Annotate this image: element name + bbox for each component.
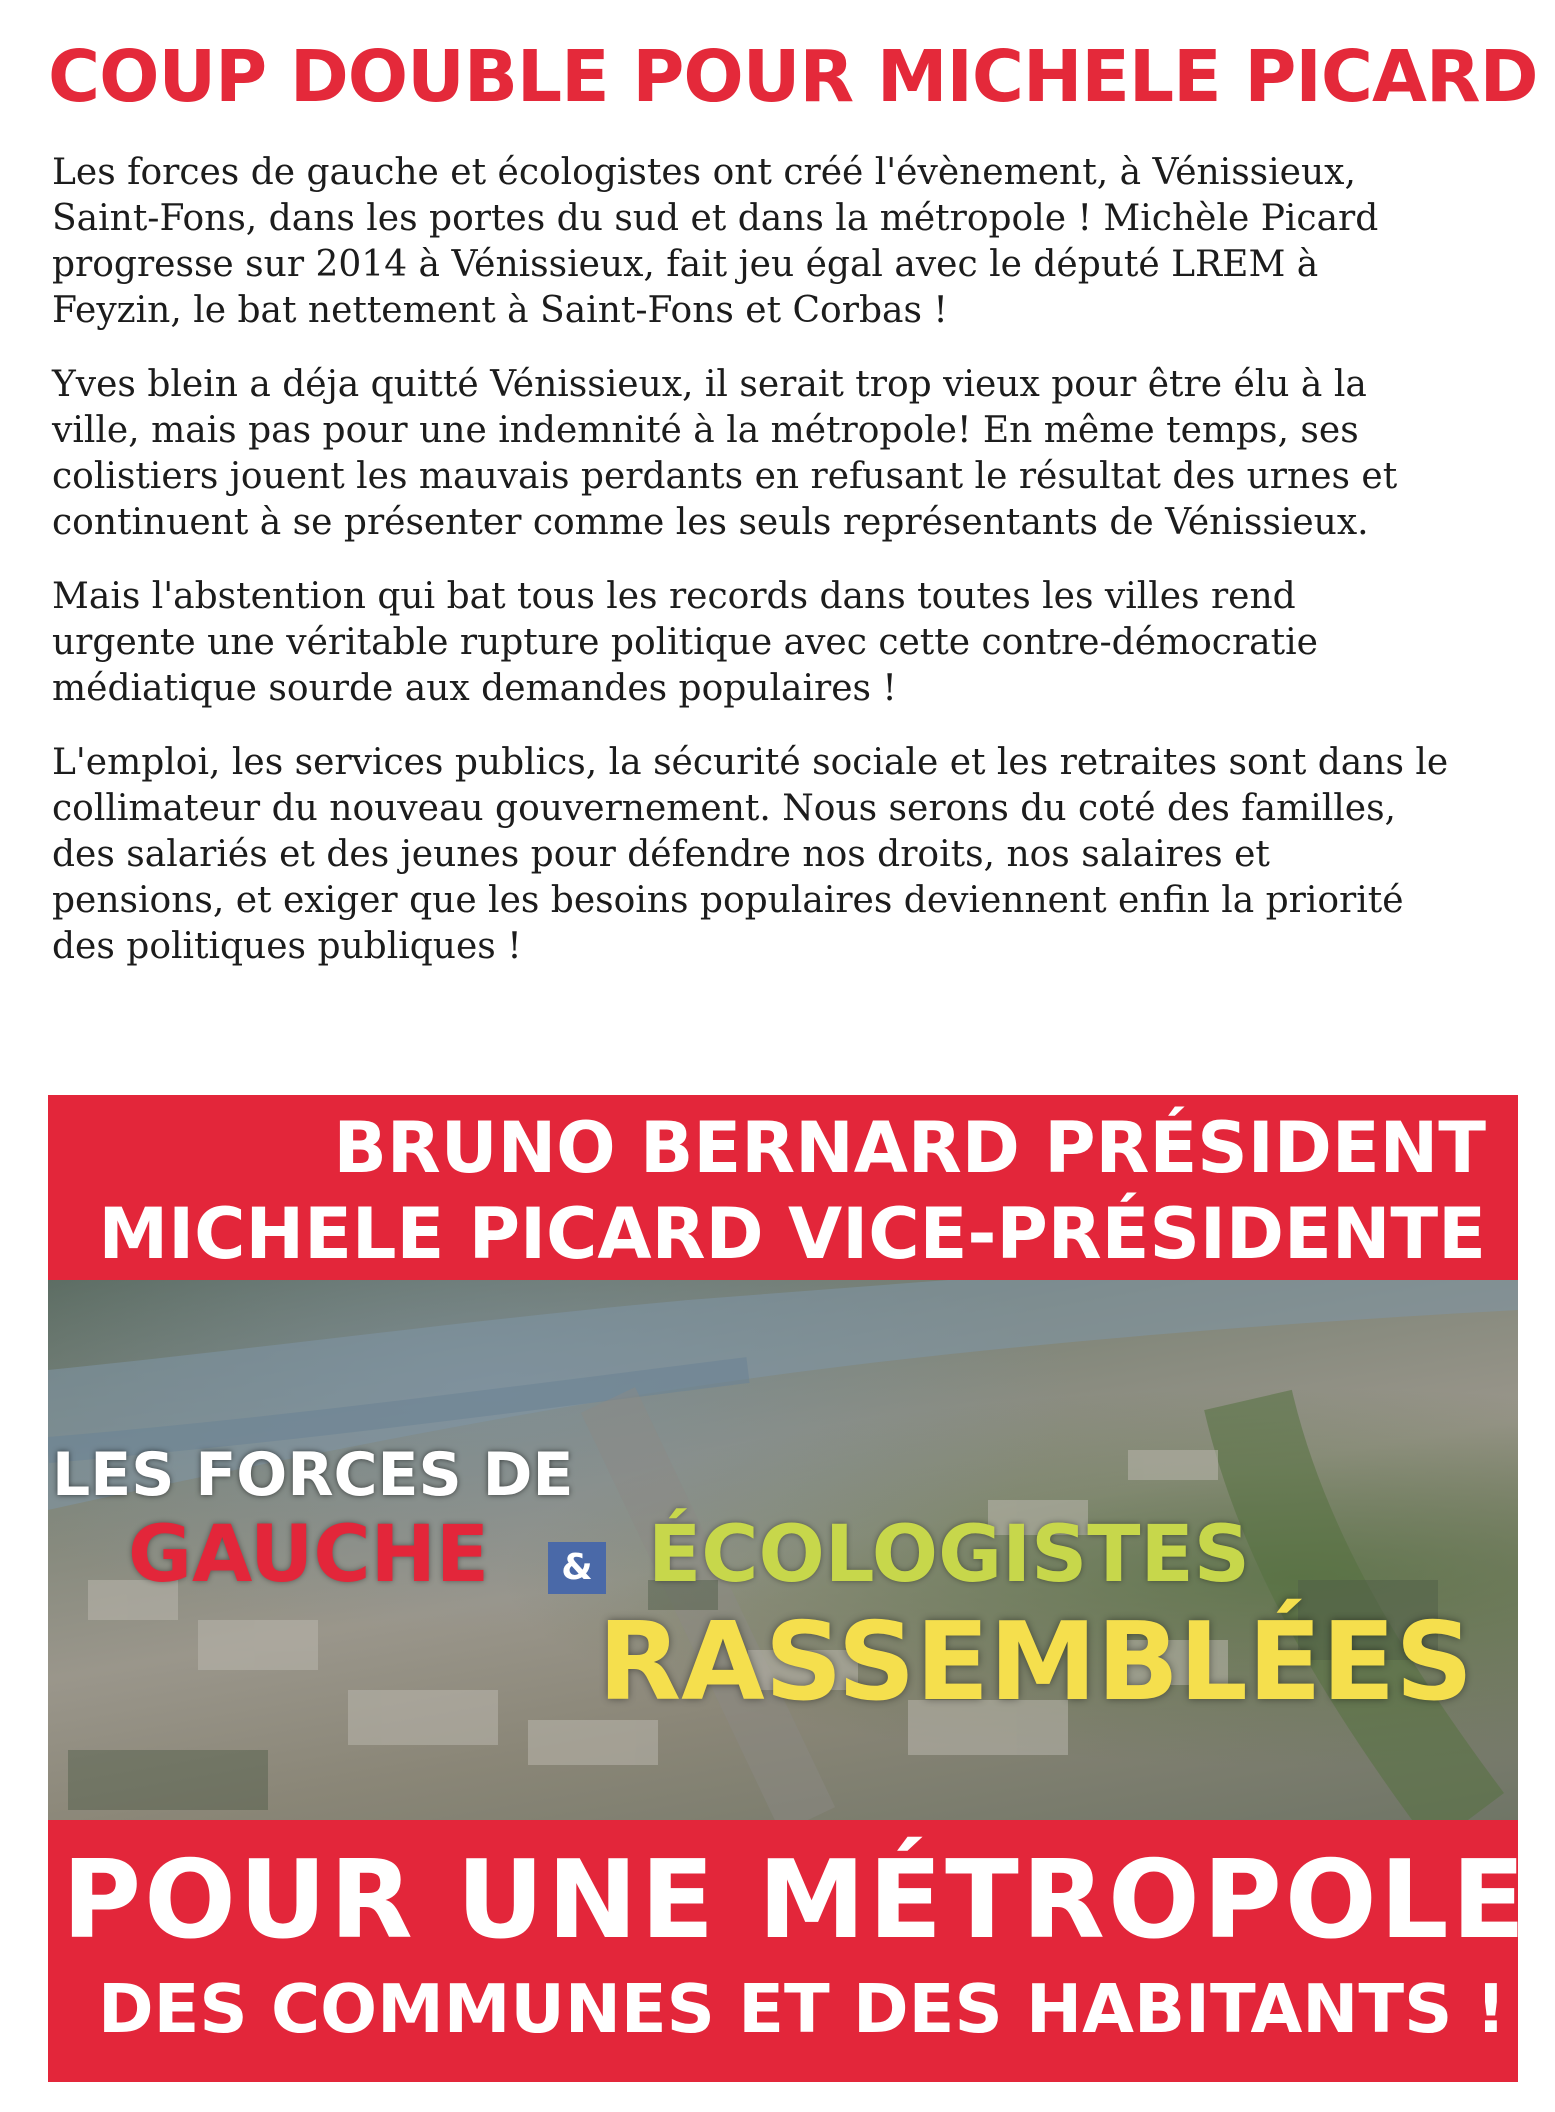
overlay-gauche: GAUCHE xyxy=(128,1510,490,1600)
paragraph: Les forces de gauche et écologistes ont créé l'évènement, à Vénissieux, Saint-Fons, dans les portes du sud et dans la métropole ! Michèle Picard progresse sur 2014 à Vénissieux, fait jeu égal avec le député LREM à Feyzin, le bat nettement à Saint-Fons et Corbas ! xyxy=(52,152,1379,331)
banner-top-line1: BRUNO BERNARD PRÉSIDENT xyxy=(333,1107,1486,1189)
banner-bottom-line1: POUR UNE MÉTROPOLE xyxy=(62,1838,1529,1963)
overlay-rassemblees: RASSEMBLÉES xyxy=(598,1600,1474,1725)
banner-top-line2: MICHELE PICARD VICE-PRÉSIDENTE xyxy=(98,1193,1486,1275)
banner-top xyxy=(48,1095,1518,1280)
banner-bottom-line2: DES COMMUNES ET DES HABITANTS ! xyxy=(98,1970,1507,2048)
headline: COUP DOUBLE POUR MICHELE PICARD xyxy=(48,35,1538,118)
paragraph: Yves blein a déja quitté Vénissieux, il serait trop vieux pour être élu à la ville, mais pas pour une indemnité à la métropole! En même temps, ses colistiers jouent les mauvais perdants en refusant le résultat des urnes et continuent à se présenter comme les seuls représentants de Vénissieux. xyxy=(52,364,1398,543)
aerial-city-photo xyxy=(48,1280,1518,1820)
overlay-ampersand: & xyxy=(548,1542,606,1594)
overlay-forces-de: LES FORCES DE xyxy=(52,1440,574,1510)
body-text xyxy=(52,150,1522,998)
paragraph: L'emploi, les services publics, la sécurité sociale et les retraites sont dans le collimateur du nouveau gouvernement. Nous serons du coté des familles, des salariés et des jeunes pour défendre nos droits, nos salaires et pensions, et exiger que les besoins populaires deviennent enfin la priorité des politiques publiques ! xyxy=(52,742,1449,967)
banner-bottom xyxy=(48,1820,1529,2082)
overlay-ecologistes: ÉCOLOGISTES xyxy=(648,1510,1250,1600)
paragraph: Mais l'abstention qui bat tous les records dans toutes les villes rend urgente une véritable rupture politique avec cette contre-démocratie médiatique sourde aux demandes populaires ! xyxy=(52,576,1318,709)
